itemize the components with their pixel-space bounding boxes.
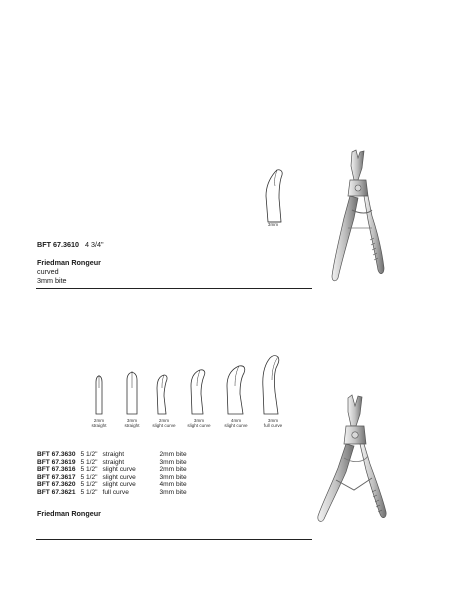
row-code: BFT 67.3620 (37, 481, 76, 489)
row-bite: 3mm bite (159, 458, 187, 466)
row-curve: slight curve (102, 466, 136, 474)
product-table (37, 451, 192, 497)
row-curve: straight (102, 451, 125, 458)
product-name: Friedman Rongeur (37, 509, 101, 518)
row-length: 5 1/2" (80, 451, 98, 458)
row-code: BFT 67.3630 (37, 451, 76, 458)
row-length: 5 1/2" (80, 466, 98, 474)
row-length: 5 1/2" (80, 488, 98, 496)
table-row (37, 481, 192, 489)
row-curve: slight curve (102, 481, 136, 489)
product-desc-bite: 3mm bite (37, 276, 67, 285)
row-length: 5 1/2" (80, 481, 98, 489)
tip-3mm-straight-icon (122, 368, 142, 416)
row-bite: 2mm bite (159, 451, 187, 458)
row-curve: straight (102, 458, 125, 466)
tip-label: 3mm full curve (263, 418, 283, 428)
row-curve: full curve (102, 488, 129, 496)
section1-rule (36, 288, 312, 289)
product-name: Friedman Rongeur (37, 258, 101, 267)
tip-label: 3mm (267, 222, 279, 227)
tip-label: 2mm slight curve (152, 418, 176, 428)
row-bite: 3mm bite (159, 473, 187, 481)
row-length: 5 1/2" (80, 473, 98, 481)
tip-label: 3mm slight curve (187, 418, 211, 428)
table-row (37, 489, 192, 497)
table-row (37, 451, 192, 459)
table-row (37, 459, 192, 467)
row-bite: 2mm bite (159, 466, 187, 474)
product-length: 4 3/4" (84, 240, 104, 249)
tip-3mm-slight-curve-icon (186, 368, 212, 416)
tip-label: 2mm straight (91, 418, 107, 428)
row-code: BFT 67.3617 (37, 473, 76, 481)
row-code: BFT 67.3621 (37, 488, 76, 496)
table-row (37, 474, 192, 482)
product-desc-curve: curved (37, 267, 59, 276)
tip-label: 3mm straight (124, 418, 140, 428)
tip-2mm-slight-curve-icon (152, 372, 174, 416)
table-row (37, 466, 192, 474)
product-code: BFT 67.3610 (37, 240, 79, 249)
row-curve: slight curve (102, 473, 136, 481)
row-bite: 4mm bite (159, 481, 187, 489)
tip-label: 4mm slight curve (224, 418, 248, 428)
product-header (37, 240, 104, 249)
tip-3mm-full-curve-icon (256, 354, 290, 416)
row-code: BFT 67.3619 (37, 458, 76, 466)
row-length: 5 1/2" (80, 458, 98, 466)
row-code: BFT 67.3616 (37, 466, 76, 474)
tip-detail-3mm-icon (258, 168, 288, 224)
section2-rule (36, 539, 312, 540)
friedman-rongeur-curved-image (322, 148, 392, 286)
tip-4mm-slight-curve-icon (222, 364, 252, 416)
friedman-rongeur-image (314, 392, 392, 528)
row-bite: 3mm bite (159, 488, 187, 496)
tip-2mm-straight-icon (90, 370, 108, 416)
